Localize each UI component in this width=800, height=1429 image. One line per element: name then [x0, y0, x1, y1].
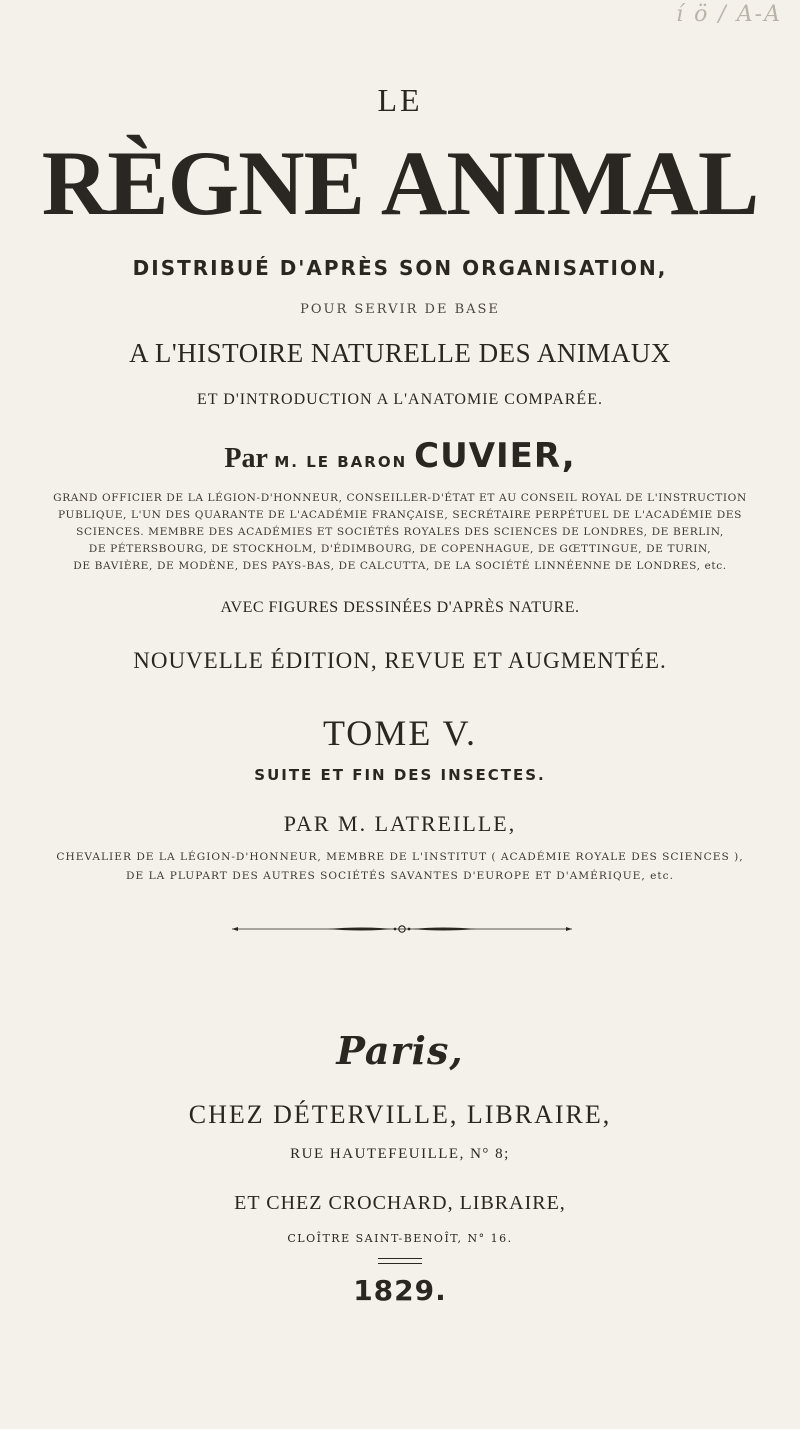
author-title-line: GRAND OFFICIER DE LA LÉGION-D'HONNEUR, CONSEILLER-D'ÉTAT ET AU CONSEIL ROYAL DE L'INSTRUCTION: [53, 492, 747, 504]
double-rule: [378, 1258, 422, 1264]
volume-subject: SUITE ET FIN DES INSECTES.: [254, 766, 546, 784]
publication-year: 1829.: [353, 1274, 447, 1307]
publisher-1-address: RUE HAUTEFEUILLE, N° 8;: [290, 1146, 510, 1162]
author-honorific: M. LE BARON: [274, 453, 408, 471]
author-title-line: DE PÉTERSBOURG, DE STOCKHOLM, D'ÉDIMBOURG, DE COPENHAGUE, DE GŒTTINGUE, DE TURIN,: [88, 543, 712, 555]
corner-mark: í ö / A-A: [676, 2, 782, 27]
ornamental-rule: [232, 924, 572, 934]
publisher-1: CHEZ DÉTERVILLE, LIBRAIRE,: [188, 1100, 612, 1129]
main-title: RÈGNE ANIMAL: [41, 132, 759, 234]
contributor-title-line: DE LA PLUPART DES AUTRES SOCIÉTÉS SAVANTES D'EUROPE ET D'AMÉRIQUE, etc.: [126, 870, 674, 882]
author-title-line: SCIENCES. MEMBRE DES ACADÉMIES ET SOCIÉTÉS ROYALES DES SCIENCES DE LONDRES, DE BERLIN,: [76, 526, 724, 538]
introduction-line: ET D'INTRODUCTION A L'ANATOMIE COMPARÉE.: [197, 391, 603, 408]
volume-number: TOME V.: [322, 713, 478, 753]
author-name: CUVIER,: [414, 436, 576, 476]
contributor-name: PAR M. LATREILLE,: [283, 811, 517, 836]
author-par: Par: [224, 443, 268, 474]
publisher-2-address: CLOÎTRE SAINT-BENOÎT, N° 16.: [287, 1232, 513, 1245]
edition-line: NOUVELLE ÉDITION, REVUE ET AUGMENTÉE.: [133, 648, 667, 673]
histoire-line: A L'HISTOIRE NATURELLE DES ANIMAUX: [129, 338, 671, 368]
contributor-titles: [0, 848, 800, 886]
subtitle: DISTRIBUÉ D'APRÈS SON ORGANISATION,: [132, 256, 668, 280]
publisher-2: ET CHEZ CROCHARD, LIBRAIRE,: [234, 1192, 566, 1214]
author-title-line: PUBLIQUE, L'UN DES QUARANTE DE L'ACADÉMIE FRANÇAISE, SECRÉTAIRE PERPÉTUEL DE L'ACADÉMIE DES: [58, 509, 742, 521]
figures-line: AVEC FIGURES DESSINÉES D'APRÈS NATURE.: [220, 599, 580, 616]
pour-servir-line: POUR SERVIR DE BASE: [300, 302, 500, 317]
title-article: LE: [377, 82, 423, 118]
author-titles: [0, 490, 800, 575]
author-title-line: DE BAVIÈRE, DE MODÈNE, DES PAYS-BAS, DE CALCUTTA, DE LA SOCIÉTÉ LINNÉENNE DE LONDRES, etc.: [73, 560, 727, 572]
imprint-city: Paris,: [336, 1028, 464, 1073]
contributor-title-line: CHEVALIER DE LA LÉGION-D'HONNEUR, MEMBRE DE L'INSTITUT ( ACADÉMIE ROYALE DES SCIENCES ),: [56, 851, 744, 863]
author-line: [0, 436, 800, 476]
